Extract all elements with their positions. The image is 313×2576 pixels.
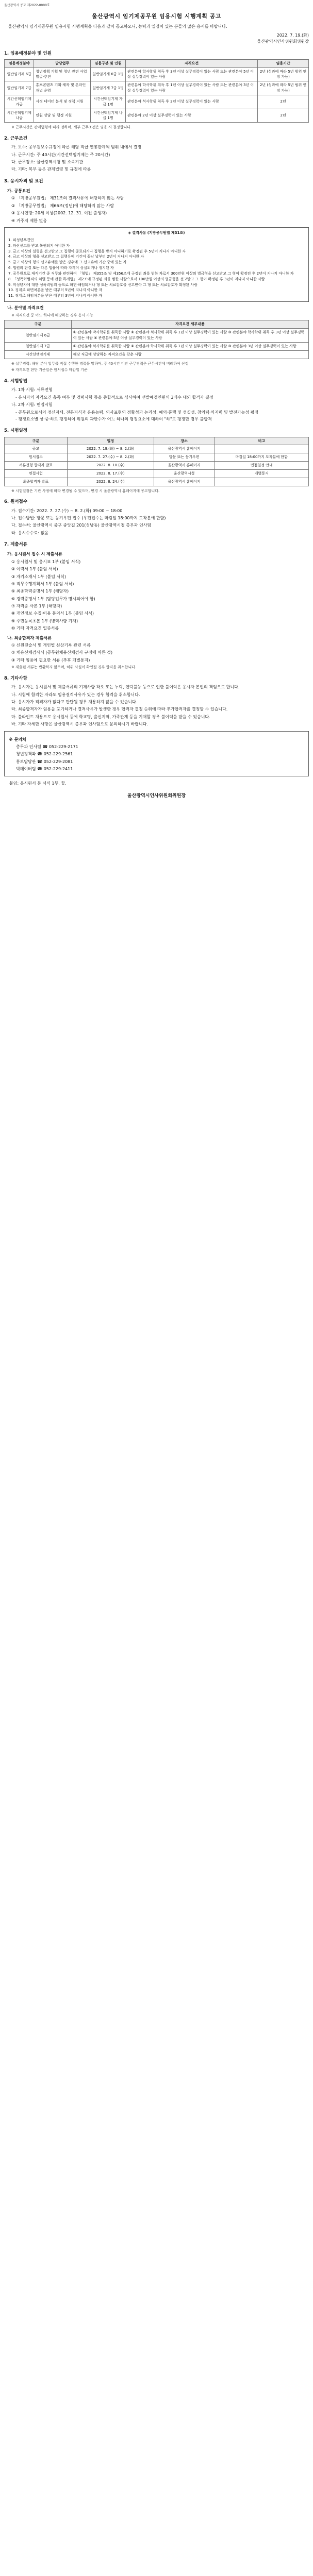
misc-item: 마. 블라인드 채용으로 응시원서 등에 학교명, 출신지역, 가족관계 등을 기재할 경우 불이익을 받을 수 있습니다.: [11, 714, 210, 719]
notice-org: 울산광역시인사위원회위원장: [257, 39, 309, 44]
cell-stage: 면접시험: [5, 469, 68, 478]
col-duty: 담당업무: [34, 59, 91, 67]
cell-remark: 마감일 18:00까지 도착분에 한함: [215, 453, 308, 462]
cell-grade: 일반임기제 7급 1명: [91, 81, 126, 95]
misc-item: 다. 응시자가 적격자가 없다고 판단될 경우 채용하지 않을 수 있습니다.: [11, 700, 138, 705]
col-detail: 자격요건 세부내용: [71, 320, 308, 329]
cell-remark: 면접일정 안내: [215, 462, 308, 470]
disqualification-line: 10. 징계로 파면처분을 받은 때부터 5년이 지나지 아니한 자: [8, 288, 103, 293]
cell-field: 일반임기제 6급: [5, 67, 34, 81]
contact-line: 빅데이터팀 ☎ 052-229-2411: [16, 767, 73, 772]
cell-remark: [215, 445, 308, 453]
misc-item: 나. 시험에 합격한 자라도 임용결격사유가 있는 경우 합격을 취소합니다.: [11, 692, 140, 697]
notice-intro: 울산광역시 임기제공무원 임용시험 시행계획을 다음과 같이 공고하오니, 능력과 열정이 있는 분들의 많은 응시를 바랍니다.: [8, 24, 227, 29]
disqualification-box: [4, 227, 309, 302]
cell-remark: [215, 478, 308, 486]
misc-item: 가. 응시자는 응시원서 및 제출서류의 기재사항 착오 또는 누락, 연락불능 등으로 인한 불이익은 응시자 본인의 책임으로 합니다.: [11, 685, 240, 690]
requirement-item: ② 「지방공무원법」 제66조(정년)에 해당하지 않는 사람: [11, 203, 114, 208]
cell-duty: 민원 상담 및 행정 지원: [34, 109, 91, 123]
cell-req: 관련분야 학사학위 취득 후 1년 이상 실무경력이 있는 사람 또는 관련분야 3년 이상 실무경력이 있는 사람: [125, 81, 257, 95]
cell-place: 울산광역시 홈페이지: [154, 478, 215, 486]
col-term: 임용기간: [258, 59, 309, 67]
table-row: [5, 445, 309, 453]
application-item: 나. 접수방법: 방문 또는 등기우편 접수 (우편접수는 마감일 18:00까지 도착분에 한함): [11, 516, 166, 521]
document-item: ⑤ 최종학력증명서 1부 (해당자): [11, 589, 69, 594]
cell-date: 2022. 7. 27.(수) ~ 8. 2.(화): [67, 453, 154, 462]
cell-duty: 홍보콘텐츠 기획·제작 및 온라인 채널 운영: [34, 81, 91, 95]
cell-place: 울산광역시 홈페이지: [154, 462, 215, 470]
section-6-heading: 6. 원서접수: [4, 499, 27, 505]
document-item: ④ 직무수행계획서 1부 (붙임 서식): [11, 581, 74, 586]
disqualification-line: 3. 금고 이상의 실형을 선고받고 그 집행이 종료되거나 집행을 받지 아니하기로 확정된 후 5년이 지나지 아니한 자: [8, 249, 186, 253]
document-item: ① 신원진술서 및 개인별 신상기록 관련 서류: [11, 643, 91, 648]
schedule-note: ※ 시험일정은 기관 사정에 따라 변경될 수 있으며, 변경 시 울산광역시 홈페이지에 공고합니다.: [11, 488, 160, 493]
document-item: ⑧ 개인정보 수집·이용 동의서 1부 (붙임 서식): [11, 611, 94, 616]
col-grade: 임용구분 및 인원: [91, 59, 126, 67]
disqualification-title: ◈ 결격사유 (지방공무원법 제31조): [128, 230, 185, 235]
attachment-line: 붙임: 응시원서 등 서식 1부. 끝.: [9, 781, 67, 786]
cell-category: 시간선택임기제: [5, 350, 72, 359]
disqualification-line: 9. 미성년자에 대한 성폭력범죄 등으로 파면·해임되거나 형 또는 치료감호를 선고받아 그 형 또는 치료감호가 확정된 사람: [8, 282, 197, 287]
contact-box: [4, 731, 309, 776]
positions-header-row: [5, 59, 309, 67]
section-7-heading: 7. 제출서류: [4, 542, 27, 548]
table-row: [5, 462, 309, 470]
cell-detail: 해당 직급에 상당하는 자격요건을 갖춘 사람: [71, 350, 308, 359]
exam-item: 가. 1차 시험: 서류전형: [11, 387, 53, 393]
cell-date: 2022. 8. 17.(수): [67, 469, 154, 478]
document-item: ⑥ 경력증명서 1부 (담당업무가 명시되어야 함): [11, 596, 95, 601]
table-row: [5, 81, 309, 95]
section-7-subheading: 가. 응시원서 접수 시 제출서류: [7, 552, 62, 557]
document-item: ③ 자기소개서 1부 (붙임 서식): [11, 574, 66, 579]
exam-detail: - 평정요소별 상·중·하로 평정하여 위원의 과반수가 어느 하나의 평정요소에 대하여 "하"로 평정한 경우 불합격: [15, 416, 212, 421]
cell-term: 2년 (성과에 따라 5년 범위 연장 가능): [258, 67, 309, 81]
document-item: ⑦ 자격증 사본 1부 (해당자): [11, 604, 62, 609]
contact-title: ※ 문의처: [9, 737, 26, 742]
condition-item: 나. 근무시간: 주 40시간(시간선택임기제는 주 20시간): [11, 152, 110, 157]
schedule-table: [4, 437, 309, 486]
document-note: ※ 제출된 서류는 반환하지 않으며, 허위 사실이 확인될 경우 합격을 취소합니다.: [11, 665, 137, 670]
cell-place: 울산광역시 홈페이지: [154, 445, 215, 453]
table-row: [5, 342, 309, 350]
cell-term: 2년 (성과에 따라 5년 범위 연장 가능): [258, 81, 309, 95]
disqualification-line: 11. 징계로 해임처분을 받은 때부터 3년이 지나지 아니한 자: [8, 294, 103, 298]
cell-field: 시간선택임기제 가급: [5, 95, 34, 109]
misc-item: 라. 최종합격자가 임용을 포기하거나 결격사유가 발생한 경우 합격자 결정 순위에 따라 추가합격자를 결정할 수 있습니다.: [11, 707, 228, 712]
section-1-note: ※ 근무시간은 관계법령에 따라 정하며, 세부 근무조건은 임용 시 결정합니다.: [11, 125, 132, 130]
table-row: [5, 95, 309, 109]
table-row: [5, 453, 309, 462]
table-row: [5, 67, 309, 81]
section-3-subheading: 가. 공통요건: [7, 189, 30, 194]
exam-item: 나. 2차 시험: 면접시험: [11, 402, 53, 408]
section-3-subheading-2: 나. 분야별 자격요건: [7, 306, 44, 311]
col-category: 구분: [5, 320, 72, 329]
col-stage: 구분: [5, 437, 68, 445]
table-row: [5, 478, 309, 486]
section-7-subheading-2: 나. 최종합격자 제출서류: [7, 635, 52, 640]
contact-line: 홍보담당관 ☎ 052-229-2081: [16, 759, 73, 764]
document-item: ① 응시원서 및 응시표 1부 (붙임 서식): [11, 559, 81, 564]
section-3-heading: 3. 응시자격 및 요건: [4, 178, 43, 184]
table-row: [5, 109, 309, 123]
cell-field: 일반임기제 7급: [5, 81, 34, 95]
disqualification-line: 1. 피성년후견인: [8, 238, 34, 242]
contact-line: 청년정책과 ☎ 052-229-2561: [16, 752, 73, 757]
section-2-heading: 2. 근무조건: [4, 136, 27, 142]
section-8-heading: 8. 기타사항: [4, 676, 27, 682]
cell-date: 2022. 7. 19.(화) ~ 8. 2.(화): [67, 445, 154, 453]
cell-stage: 최종합격자 발표: [5, 478, 68, 486]
notice-page: [4, 0, 309, 814]
cell-grade: 일반임기제 6급 1명: [91, 67, 126, 81]
application-item: 라. 응시수수료: 없음: [11, 530, 49, 535]
qualification-note: ※ 실무경력: 해당 분야 업무를 직접 수행한 경력을 말하며, 주 40시간 미만 근무경력은 근무시간에 비례하여 산정: [11, 361, 189, 366]
notice-title: 울산광역시 임기제공무원 임용시험 시행계획 공고: [92, 13, 221, 20]
requirement-item: ① 「지방공무원법」 제31조의 결격사유에 해당하지 않는 사람: [11, 196, 124, 201]
cell-grade: 시간선택임기제 가급 1명: [91, 95, 126, 109]
notice-number: 울산광역시 공고 제2022-0000호: [4, 4, 50, 7]
document-item: ② 채용신체검사서 (공무원채용신체검사 규정에 따른 것): [11, 650, 113, 655]
schedule-header-row: [5, 437, 309, 445]
requirement-item: ④ 거주지 제한 없음: [11, 218, 47, 223]
disqualification-line: 8. 「성폭력범죄의 처벌 등에 관한 특례법」 제2조에 규정된 죄를 범한 사람으로서 100만원 이상의 벌금형을 선고받고 그 형이 확정된 후 3년이 지나지 아니한 사람: [8, 277, 265, 281]
condition-item: 가. 보수: 공무원보수규정에 따른 해당 직급 연봉한계액 범위 내에서 결정: [11, 145, 142, 150]
disqualification-line: 7. 공무원으로 재직기간 중 직무와 관련하여 「형법」 제355조 및 제356조에 규정된 죄를 범한 자로서 300만원 이상의 벌금형을 선고받고 그 형이 확정된 후 2년이 지나지 아니한 자: [8, 271, 294, 276]
document-item: ⑨ 주민등록초본 1부 (병역사항 기재): [11, 618, 78, 623]
cell-stage: 공고: [5, 445, 68, 453]
requirement-item: ③ 응시연령: 20세 이상(2002. 12. 31. 이전 출생자): [11, 211, 107, 216]
cell-stage: 서류전형 합격자 발표: [5, 462, 68, 470]
cell-grade: 시간선택임기제 나급 1명: [91, 109, 126, 123]
cell-date: 2022. 8. 10.(수): [67, 462, 154, 470]
section-4-heading: 4. 시험방법: [4, 379, 27, 384]
application-item: 가. 접수기간: 2022. 7. 27.(수) ~ 8. 2.(화) 09:00 ~ 18:00: [11, 508, 123, 513]
col-place: 장소: [154, 437, 215, 445]
disqualification-line: 2. 파산선고를 받고 복권되지 아니한 자: [8, 243, 70, 248]
misc-item: 바. 기타 자세한 사항은 울산광역시 총무과 인사팀으로 문의하시기 바랍니다.: [11, 722, 148, 727]
cell-req: 관련분야 석사학위 취득 후 2년 이상 실무경력이 있는 사람: [125, 95, 257, 109]
cell-detail: ① 관련분야 석사학위를 취득한 사람 ② 관련분야 학사학위 취득 후 1년 이상 실무경력이 있는 사람 ③ 관련분야 3년 이상 실무경력이 있는 사람: [71, 342, 308, 350]
table-row: [5, 469, 309, 478]
cell-duty: 시정 데이터 분석 및 정책 지원: [34, 95, 91, 109]
notice-date: 2022. 7. 19.(화): [276, 32, 309, 38]
cell-field: 시간선택임기제 나급: [5, 109, 34, 123]
disqualification-line: 5. 금고 이상의 형의 선고유예를 받은 경우에 그 선고유예 기간 중에 있는 자: [8, 260, 127, 265]
positions-table: [4, 59, 309, 123]
cell-req: 관련분야 학사학위 취득 후 3년 이상 실무경력이 있는 사람 또는 관련분야 5년 이상 실무경력이 있는 사람: [125, 67, 257, 81]
cell-stage: 원서접수: [5, 453, 68, 462]
cell-duty: 청년정책 기획 및 청년 관련 사업 발굴·추진: [34, 67, 91, 81]
contact-line: 총무과 인사팀 ☎ 052-229-2171: [16, 744, 78, 749]
table-row: [5, 329, 309, 343]
col-date: 일정: [67, 437, 154, 445]
table-row: [5, 350, 309, 359]
exam-detail: - 공무원으로서의 정신자세, 전문지식과 응용능력, 의사표현의 정확성과 논리성, 예의·품행 및 성실성, 창의력·의지력 및 발전가능성 평정: [15, 410, 259, 415]
cell-term: 2년: [258, 109, 309, 123]
cell-term: 2년: [258, 95, 309, 109]
cell-place: 방문 또는 등기우편: [154, 453, 215, 462]
section-1-heading: 1. 임용예정분야 및 인원: [4, 50, 52, 56]
section-3-subnote: ※ 자격요건 중 어느 하나에 해당하는 경우 응시 가능: [11, 313, 93, 317]
disqualification-line: 6. 법원의 판결 또는 다른 법률에 따라 자격이 상실되거나 정지된 자: [8, 266, 114, 270]
footer-org: 울산광역시인사위원회위원장: [127, 793, 186, 799]
document-item: ⑩ 기타 자격요건 입증서류: [11, 626, 59, 631]
cell-category: 일반임기제 6급: [5, 329, 72, 343]
cell-detail: ① 관련분야 박사학위를 취득한 사람 ② 관련분야 석사학위 취득 후 1년 이상 실무경력이 있는 사람 ③ 관련분야 학사학위 취득 후 3년 이상 실무경력이 있는 사람 ④ 관련분야 5년 이상 실무경력이 있는 사람: [71, 329, 308, 343]
cell-place: 울산광역시청: [154, 469, 215, 478]
cell-remark: 개별통지: [215, 469, 308, 478]
section-5-heading: 5. 시험일정: [4, 428, 27, 434]
col-field: 임용예정분야: [5, 59, 34, 67]
cell-req: 관련분야 2년 이상 실무경력이 있는 사람: [125, 109, 257, 123]
exam-detail: - 응시자의 자격요건 충족 여부 및 경력사항 등을 종합적으로 심사하여 선발예정인원의 3배수 내외 합격자 결정: [15, 395, 213, 400]
condition-item: 다. 근무장소: 울산광역시청 및 소속기관: [11, 160, 84, 165]
document-item: ② 이력서 1부 (붙임 서식): [11, 567, 58, 572]
cell-category: 일반임기제 7급: [5, 342, 72, 350]
application-item: 다. 접수처: 울산광역시 중구 중앙길 201(성남동) 울산광역시청 총무과 인사팀: [11, 523, 152, 528]
condition-item: 라. 기타: 복무 등은 관계법령 및 규정에 따름: [11, 167, 91, 172]
qualification-note: ※ 자격요건 판단 기준일은 원서접수 마감일 기준: [11, 368, 88, 372]
cell-date: 2022. 8. 24.(수): [67, 478, 154, 486]
qualification-header-row: [5, 320, 309, 329]
document-item: ③ 기타 임용에 필요한 서류 (추후 개별통지): [11, 657, 90, 663]
qualification-table: [4, 320, 309, 359]
col-req: 자격요건: [125, 59, 257, 67]
disqualification-line: 4. 금고 이상의 형을 선고받고 그 집행유예 기간이 끝난 날부터 2년이 지나지 아니한 자: [8, 255, 144, 259]
col-remark: 비고: [215, 437, 308, 445]
